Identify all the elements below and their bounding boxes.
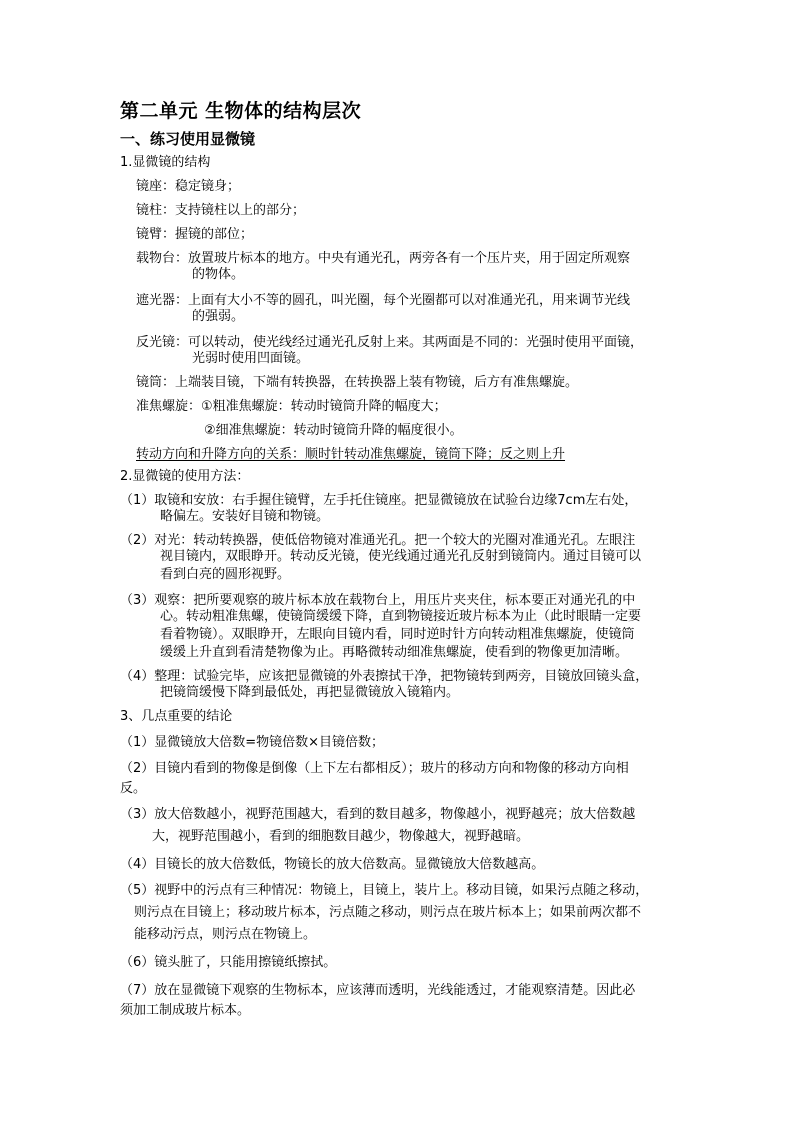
text-line: （1）显微镜放大倍数=物镜倍数×目镜倍数； xyxy=(120,735,385,750)
text-line: 视目镜内，双眼睁开。转动反光镜，使光线通过通光孔反射到镜筒内。通过目镜可以 xyxy=(160,549,642,564)
text-line: 略偏左。安装好目镜和物镜。 xyxy=(160,509,330,524)
text-line: ②细准焦螺旋：转动时镜筒升降的幅度很小。 xyxy=(204,423,463,438)
subsection-heading: 2.显微镜的使用方法： xyxy=(120,469,250,484)
text-line: 光弱时使用凹面镜。 xyxy=(192,351,310,366)
text-line: 载物台：放置玻片标本的地方。中央有通光孔，两旁各有一个压片夹，用于固定所观察 xyxy=(136,251,631,266)
page-title: 第二单元 生物体的结构层次 xyxy=(120,100,362,122)
text-line: （5）视野中的污点有三种情况：物镜上，目镜上，装片上。移动目镜，如果污点随之移动， xyxy=(120,883,649,898)
subsection-heading: 3、几点重要的结论 xyxy=(120,709,233,724)
text-line: 遮光器：上面有大小不等的圆孔，叫光圈，每个光圈都可以对准通光孔，用来调节光线 xyxy=(136,293,631,308)
text-line: （3）观察：把所要观察的玻片标本放在载物台上，用压片夹夹住，标本要正对通光孔的中 xyxy=(120,593,636,608)
text-line: 心。转动粗准焦螺，使镜筒缓缓下降，直到物镜接近玻片标本为止（此时眼睛一定要 xyxy=(160,609,642,624)
text-line: 镜臂：握镜的部位； xyxy=(136,227,254,242)
text-line: 反光镜：可以转动，使光线经过通光孔反射上来。其两面是不同的：光强时使用平面镜， xyxy=(136,335,644,350)
text-line: （4）目镜长的放大倍数低，物镜长的放大倍数高。显微镜放大倍数越高。 xyxy=(120,857,545,872)
text-line: （7）放在显微镜下观察的生物标本，应该薄而透明，光线能透过，才能观察清楚。因此必 xyxy=(120,983,636,998)
text-line: 镜筒：上端装目镜，下端有转换器，在转换器上装有物镜，后方有准焦螺旋。 xyxy=(136,375,579,390)
text-line: （1）取镜和安放：右手握住镜臂，左手托住镜座。把显微镜放在试验台边缘7cm左右处， xyxy=(120,493,638,508)
text-line: （4）整理：试验完毕，应该把显微镜的外表擦拭干净，把物镜转到两旁，目镜放回镜头盒， xyxy=(120,669,649,684)
text-line: 的强弱。 xyxy=(192,309,245,324)
text-line: 准焦螺旋：①粗准焦螺旋：转动时镜筒升降的幅度大； xyxy=(136,399,447,414)
text-line: （2）目镜内看到的物像是倒像（上下左右都相反）；玻片的移动方向和物像的移动方向相 xyxy=(120,761,629,776)
text-line: （2）对光：转动转换器，使低倍物镜对准通光孔。把一个较大的光圈对准通光孔。左眼注 xyxy=(120,533,636,548)
relation-text: 转动方向和升降方向的关系：顺时针转动准焦螺旋，镜筒下降；反之则上升 xyxy=(136,447,566,462)
text-line: 看着物镜）。双眼睁开，左眼向目镜内看，同时逆时针方向转动粗准焦螺旋，使镜筒 xyxy=(160,627,635,642)
text-line: （6）镜头脏了，只能用擦镜纸擦拭。 xyxy=(120,955,337,970)
section-heading: 一、练习使用显微镜 xyxy=(120,130,256,148)
text-line: 看到白亮的圆形视野。 xyxy=(160,567,291,582)
text-line: 则污点在目镜上；移动玻片标本，污点随之移动，则污点在玻片标本上；如果前两次都不 xyxy=(134,905,642,920)
text-line: 把镜筒缓慢下降到最低处，再把显微镜放入镜箱内。 xyxy=(160,685,460,700)
subsection-heading: 1.显微镜的结构 xyxy=(120,155,211,170)
text-line: 缓缓上升直到看清楚物像为止。再略微转动细准焦螺旋，使看到的物像更加清晰。 xyxy=(160,645,629,660)
text-line: 反。 xyxy=(120,781,147,796)
text-line: 镜座：稳定镜身； xyxy=(136,179,241,194)
text-line: （3）放大倍数越小，视野范围越大，看到的数目越多，物像越小，视野越亮；放大倍数越 xyxy=(120,807,636,822)
text-line: 能移动污点，则污点在物镜上。 xyxy=(134,927,317,942)
text-line: 镜柱：支持镜柱以上的部分； xyxy=(136,203,306,218)
text-line: 须加工制成玻片标本。 xyxy=(120,1003,251,1018)
text-line: 大，视野范围越小，看到的细胞数目越少，物像越大，视野越暗。 xyxy=(152,829,530,844)
text-line: 的物体。 xyxy=(192,267,245,282)
text-line xyxy=(136,446,565,464)
